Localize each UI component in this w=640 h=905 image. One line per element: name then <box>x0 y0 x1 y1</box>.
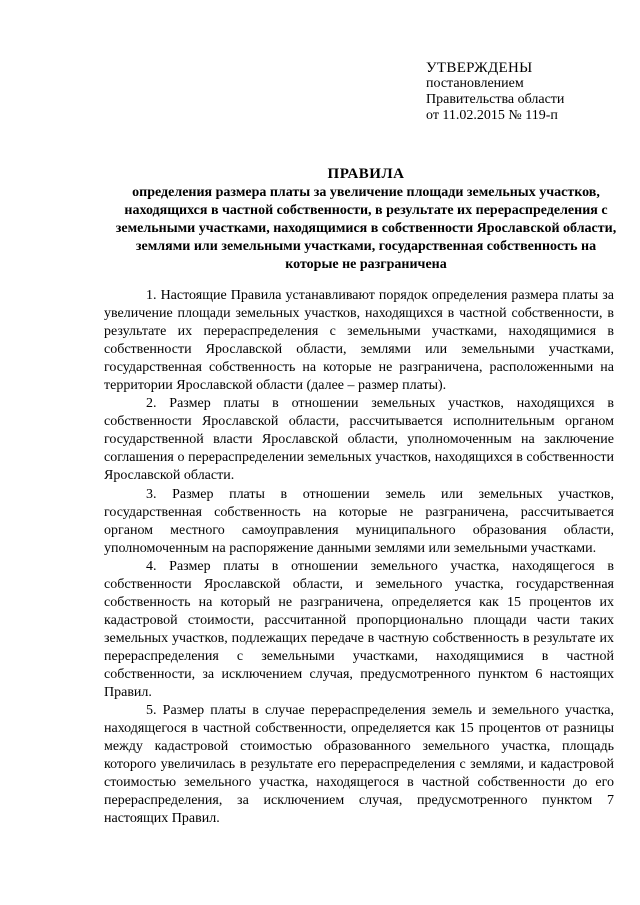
approval-line: Правительства области <box>426 92 565 107</box>
approval-heading: УТВЕРЖДЕНЫ <box>426 60 533 76</box>
approval-line: постановлением <box>426 76 524 91</box>
document-title: ПРАВИЛА <box>327 166 405 182</box>
paragraph: 5. Размер платы в случае перераспределения земель и земельного участка, находящегося в частной собственности, определяется как 15 процентов от разницы между кадастровой стоимостью образованного земельного участка, площадь которого увеличилась в результате его перераспределения с землями, и кадастровой стоимостью земельного участка, находящегося в частной собственности до его перераспределения, за исключением случая, предусмотренного пунктом 7 настоящих Правил. <box>104 703 614 827</box>
paragraph: 1. Настоящие Правила устанавливают порядок определения размера платы за увеличение площади земельных участков, находящихся в частной собственности, в результате их перераспределения с земельными участками, находящимися в собственности Ярославской области, землями или земельными участками, государственная собственность на которые не разграничена, расположенными на территории Ярославской области (далее – размер платы). <box>104 288 614 394</box>
paragraph: 2. Размер платы в отношении земельных участков, находящихся в собственности Ярославской области, рассчитывается исполнительным органом государственной власти Ярославской области, уполномоченным на заключение соглашения о перераспределении земельных участков, находящихся в собственности Ярославской области. <box>104 396 614 484</box>
document-title-block <box>108 165 624 274</box>
paragraph: 3. Размер платы в отношении земель или земельных участков, государственная собственность на которые не разграничена, рассчитывается органом местного самоуправления муниципального образования области, уполномоченным на распоряжение данными землями или земельными участками. <box>104 486 614 556</box>
paragraph: 4. Размер платы в отношении земельного участка, находящегося в собственности Ярославской области, и земельного участка, государственная собственность на который не разграничена, определяется как 15 процентов их кадастровой стоимости, рассчитанной пропорционально площади части таких земельных участков, подлежащих передаче в частную собственность в результате их перераспределения с земельными участками, находящимися в частной собственности, за исключением случая, предусмотренного пунктом 6 настоящих Правил. <box>104 558 614 701</box>
document-body <box>104 287 614 828</box>
approval-stamp <box>426 60 626 124</box>
approval-date-number: от 11.02.2015 № 119-п <box>426 108 558 123</box>
document-subtitle: определения размера платы за увеличение площади земельных участков, находящихся в частной собственности, в результате их перераспределения с земельными участками, находящимися в собственности Ярославской области, землями или земельными участками, государственная собственность на которые не разграничена <box>115 185 617 272</box>
